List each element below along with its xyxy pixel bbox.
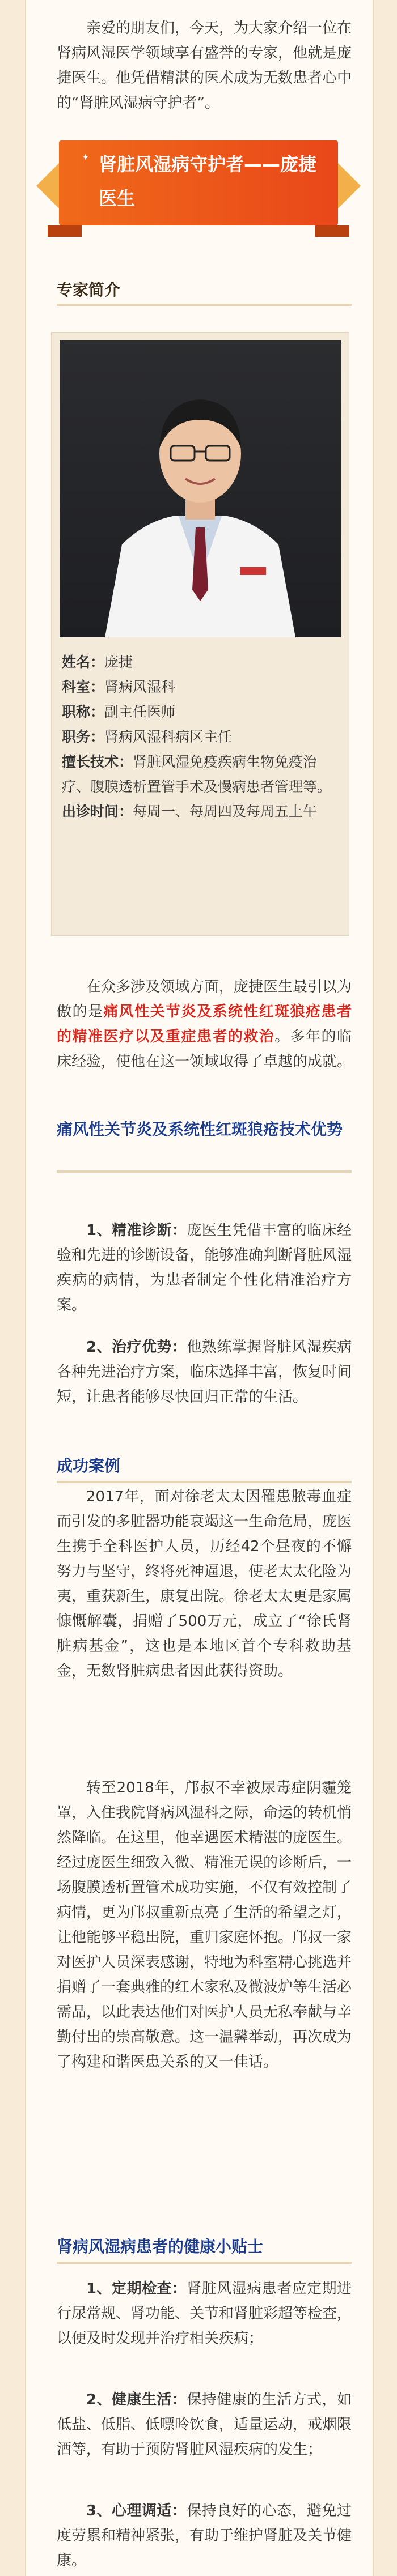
sparkle-icon: ✦ [82,152,90,163]
expertise-highlight: 痛风性关节炎及系统性红斑狼疮患者的精准医疗以及重症患者的救治 [57,1003,352,1045]
tech-divider [57,1170,352,1173]
cases-heading: 成功案例 [57,1457,121,1475]
doctor-info [62,650,340,824]
expertise-pre: 在众多涉及领域方面，庞捷医生最引以为傲的是 [57,978,352,1020]
doctor-photo [60,340,341,637]
banner-left-flap [36,163,59,208]
info-position-row [62,725,340,750]
info-name-row [62,650,340,675]
tip-item-3 [57,2498,352,2573]
info-label: 职务： [62,729,105,745]
info-value: 庞捷 [104,654,133,670]
info-value: 肾病风湿科 [104,679,176,695]
case-paragraph-1: 2017年，面对徐老太太因罹患脓毒血症而引发的多脏器功能衰竭这一生命危局，庞医生携手全科医护人员，历经42个昼夜的不懈努力与坚守，终将死神逼退，使老太太化险为夷，重获新生，康复出院。徐老太太更是家属慷慨解囊，捐赠了500万元，成立了“徐氏肾脏病基金”，这也是本地区首个专科救助基金，无数肾脏病患者因此获得资助。 [57,1488,352,1680]
cases-divider [57,1481,352,1483]
tech-item-label: 2、治疗优势： [86,1339,187,1356]
expertise-post: 。多年的临床经验，使他在这一领域取得了卓越的成就。 [57,1028,352,1070]
tip-item-1 [57,2276,352,2351]
tech-heading: 痛风性关节炎及系统性红斑狼疮技术优势 [57,1120,343,1139]
case-paragraph-2: 转至2018年，邝叔不幸被尿毒症阴霾笼罩，入住我院肾病风湿科之际，命运的转机悄然降临。在这里，他幸遇医术精湛的庞医生。经过庞医生细致入微、精准无误的诊断后，一场腹膜透析置管术成功实施，不仅有效控制了病情，更为邝叔重新点亮了生活的希望之灯，让他能够平稳出院，重归家庭怀抱。邝叔一家对医护人员深表感谢，特地为科室精心挑选并捐赠了一套典雅的红木家私及微波炉等生活必需品，以此表达他们对医护人员无私奉献与辛勤付出的崇高敬意。这一温馨举动，再次成为了构建和谐医患关系的又一佳话。 [57,1779,352,2071]
tip-text: 保持良好的心态，避免过度劳累和精神紧张，有助于维护肾脏及关节健康。 [57,2502,352,2569]
tips-divider [57,2262,352,2264]
tip-item-2 [57,2387,352,2462]
info-value: 每周一、每周四及每周五上午 [133,803,318,820]
banner-title: 肾脏风湿病守护者——庞捷医生 [99,154,317,209]
tip-text: 保持健康的生活方式，如低盐、低脂、低嘌呤饮食，适量运动，戒烟限酒等，有助于预防肾脏风湿疾病的发生； [57,2391,352,2458]
expertise-paragraph [57,974,352,1074]
intro-paragraph: 亲爱的朋友们，今天，为大家介绍一位在肾病风湿医学领域享有盛誉的专家，他就是庞捷医生。他凭借精湛的医术成为无数患者心中的“肾脏风湿病守护者”。 [57,20,352,112]
info-label: 科室： [62,679,105,695]
info-skills-row [62,750,340,799]
info-hours-row [62,799,340,824]
banner-right-flap [338,163,361,208]
title-banner [36,140,361,237]
info-value: 副主任医师 [104,704,176,720]
profile-heading: 专家简介 [57,280,121,299]
info-value: 肾病风湿科病区主任 [104,729,233,745]
tech-item-label: 1、精准诊断： [86,1222,187,1239]
tech-item-text: 他熟练掌握肾脏风湿疾病各种先进治疗方案，临床选择丰富，恢复时间短，让患者能够尽快回归正常的生活。 [57,1339,352,1406]
info-label: 出诊时间： [62,803,133,820]
banner-right-ribbon [315,225,349,237]
banner-left-ribbon [48,225,82,237]
tech-item-2 [57,1335,352,1410]
tip-label: 2、健康生活： [86,2391,187,2408]
tech-item-1 [57,1218,352,1318]
info-label: 姓名： [62,654,105,670]
info-title-row [62,700,340,725]
info-label: 擅长技术： [62,753,133,770]
tip-text: 肾脏风湿病患者应定期进行尿常规、肾功能、关节和肾脏彩超等检查，以便及时发现并治疗相关疾病； [57,2280,352,2347]
tech-item-text: 庞医生凭借丰富的临床经验和先进的诊断设备，能够准确判断肾脏风湿疾病的病情，为患者制定个性化精准治疗方案。 [57,1222,352,1314]
info-value: 肾脏风湿免疫疾病生物免疫治疗、腹膜透析置管手术及慢病患者管理等。 [62,753,332,795]
tip-label: 3、心理调适： [86,2502,187,2519]
tip-label: 1、定期检查： [86,2280,187,2297]
tips-heading: 肾病风湿病患者的健康小贴士 [57,2237,264,2256]
profile-divider [57,304,352,306]
info-dept-row [62,675,340,700]
info-label: 职称： [62,704,105,720]
doctor-card [51,332,349,936]
